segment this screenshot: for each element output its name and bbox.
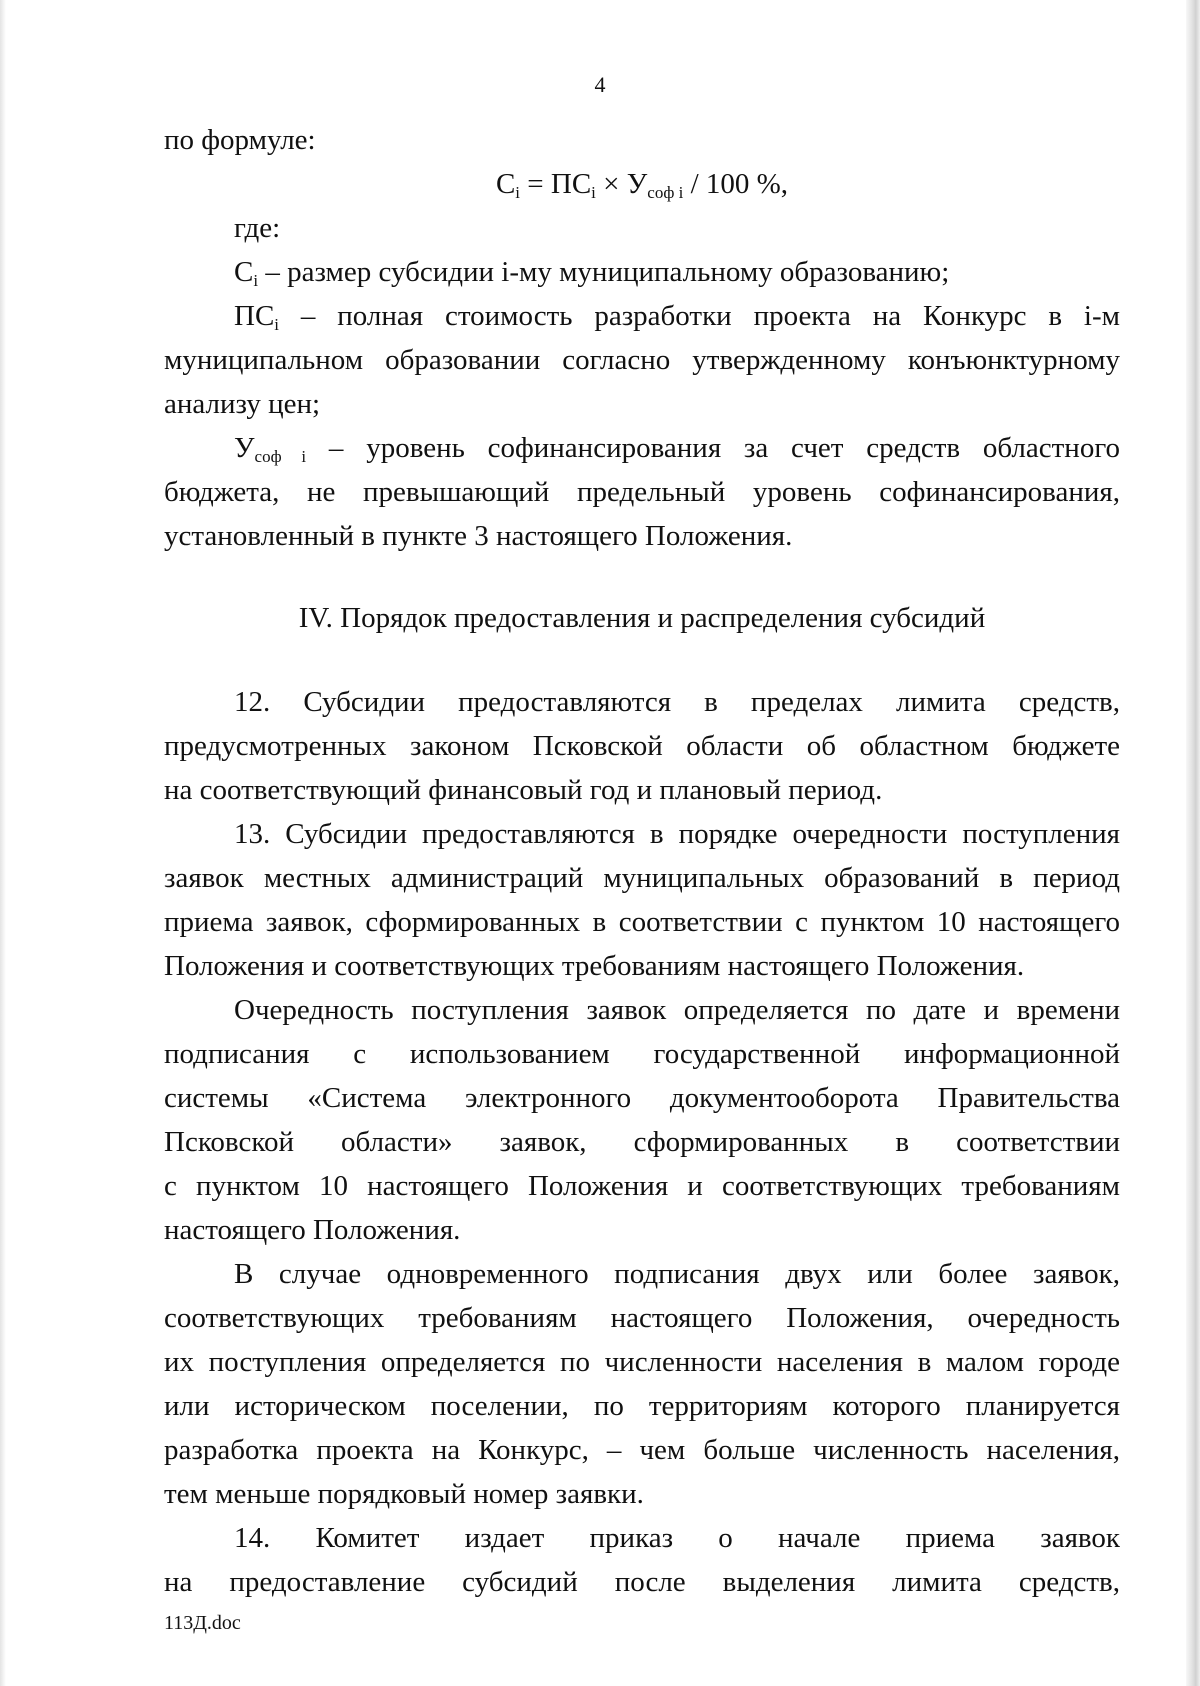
text-line: Положения и соответствующих требованиям настоящего Положения.: [164, 950, 1025, 982]
text-line: заявок местных администраций муниципальных образований в период: [164, 862, 1120, 894]
text-line: $ПС_i$ – полная стоимость разработки проекта на Конкурс в i-м: [234, 300, 1120, 334]
text-line: или историческом поселении, по территориям которого планируется: [164, 1390, 1120, 1422]
text-line: с пунктом 10 настоящего Положения и соответствующих требованиям: [164, 1170, 1120, 1202]
text-line: 14. Комитет издает приказ о начале приема заявок: [234, 1522, 1120, 1554]
text-line: $C_i$ – размер субсидии i-му муниципальному образованию;: [234, 256, 950, 290]
text-line: установленный в пункте 3 настоящего Положения.: [164, 520, 793, 552]
text-line: их поступления определяется по численности населения в малом городе: [164, 1346, 1120, 1378]
text-line: где:: [234, 212, 281, 244]
text-line: 13. Субсидии предоставляются в порядке очередности поступления: [234, 818, 1120, 850]
section-heading: IV. Порядок предоставления и распределения субсидий: [298, 602, 986, 634]
text-line: анализу цен;: [164, 388, 321, 420]
text-line: разработка проекта на Конкурс, – чем больше численность населения,: [164, 1434, 1120, 1466]
text-line: 12. Субсидии предоставляются в пределах лимита средств,: [234, 686, 1120, 718]
file-name-footer: 113Д.doc: [164, 1612, 241, 1634]
text-line: на соответствующий финансовый год и плановый период.: [164, 774, 883, 806]
text-line: на предоставление субсидий после выделения лимита средств,: [164, 1566, 1120, 1598]
text-line: предусмотренных законом Псковской области об областном бюджете: [164, 730, 1120, 762]
text-line: по формуле:: [164, 124, 316, 156]
text-line: $У_{соф i}$ – уровень софинансирования за счет средств областного: [234, 432, 1120, 466]
text-line: подписания с использованием государственной информационной: [164, 1038, 1120, 1070]
text-line: Псковской области» заявок, сформированных в соответствии: [164, 1126, 1120, 1158]
text-line: приема заявок, сформированных в соответствии с пунктом 10 настоящего: [164, 906, 1120, 938]
page-number: 4: [594, 72, 606, 97]
text-line: муниципальном образовании согласно утвержденному конъюнктурному: [164, 344, 1120, 376]
text-line: Очередность поступления заявок определяется по дате и времени: [234, 994, 1120, 1026]
text-line: тем меньше порядковый номер заявки.: [164, 1478, 644, 1510]
formula-line: $C_i = ПС_i \times У_{соф i} / 100$ %,: [495, 168, 789, 202]
text-line: В случае одновременного подписания двух или более заявок,: [234, 1258, 1120, 1290]
scan-edge-left: [0, 0, 6, 1686]
text-line: системы «Система электронного документооборота Правительства: [164, 1082, 1120, 1114]
text-line: настоящего Положения.: [164, 1214, 461, 1246]
text-line: бюджета, не превышающий предельный уровень софинансирования,: [164, 476, 1120, 508]
text-line: соответствующих требованиям настоящего Положения, очередность: [164, 1302, 1120, 1334]
scan-edge-right: [1186, 0, 1200, 1686]
